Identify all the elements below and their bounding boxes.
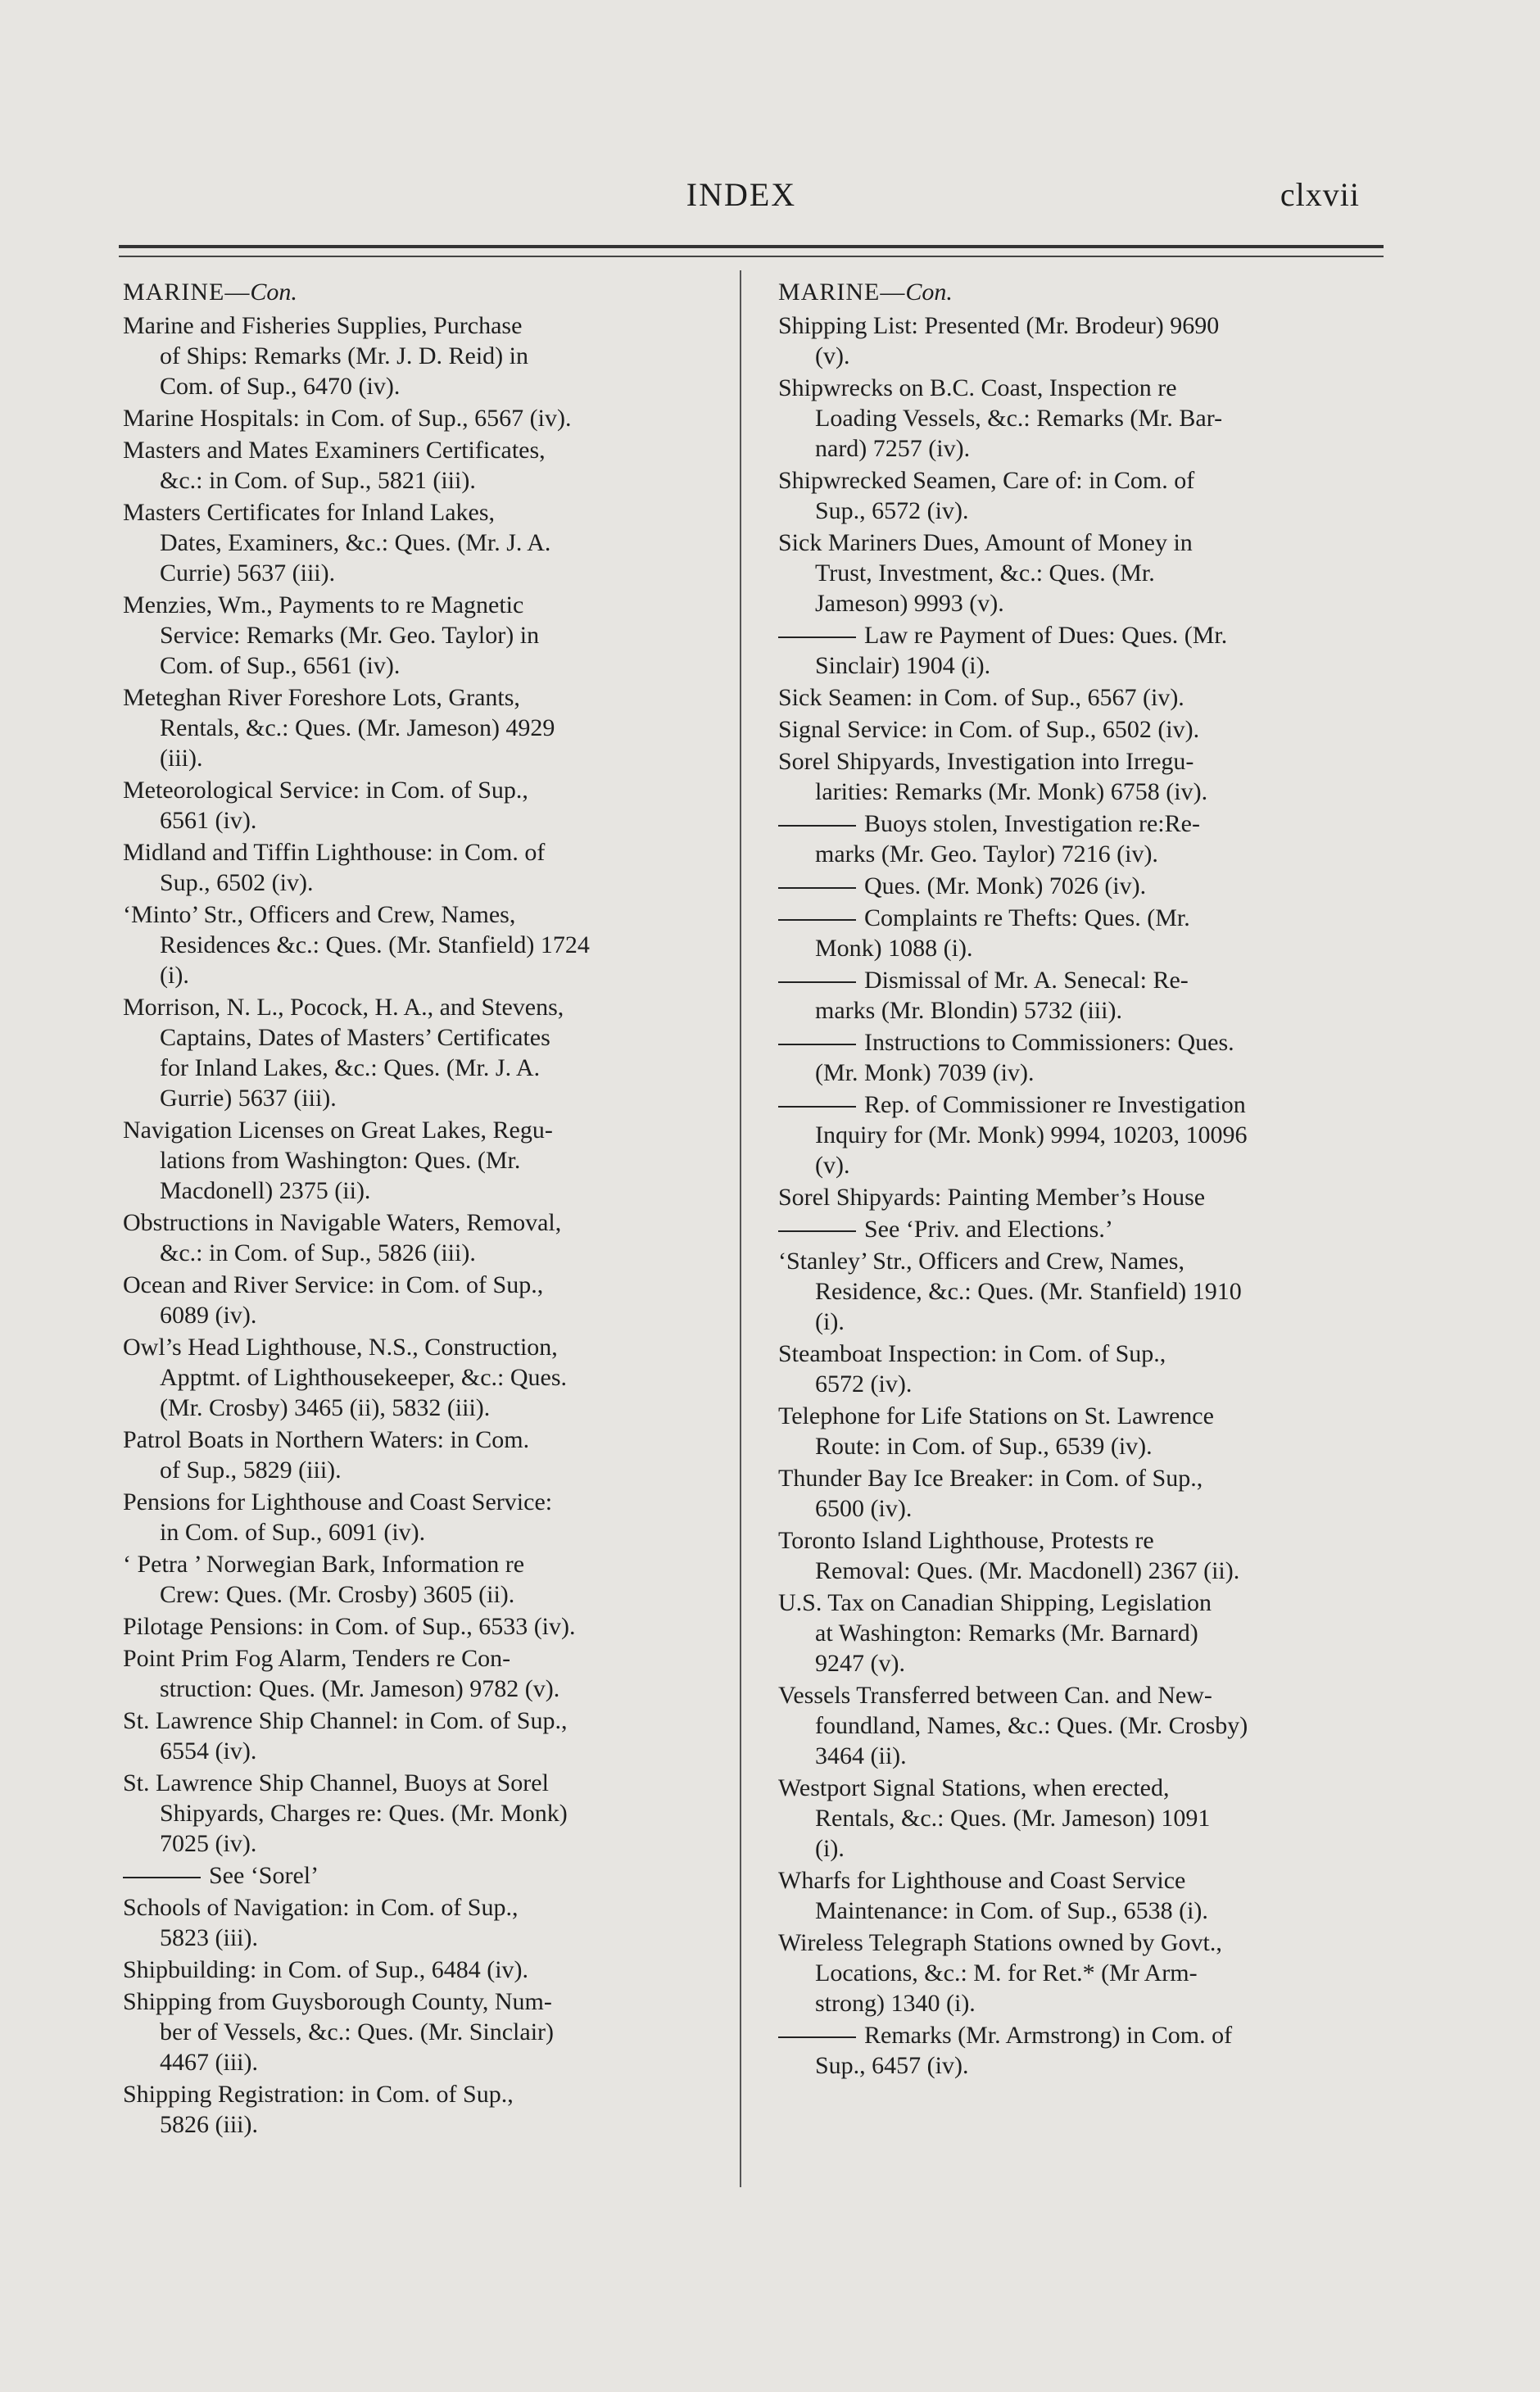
ditto-dash [778,887,856,889]
index-entry-line: Westport Signal Stations, when erected, [778,1774,1170,1801]
index-entry [123,1987,729,2077]
index-entry-line: Signal Service: in Com. of Sup., 6502 (iv). [778,716,1200,743]
index-entry-line: Telephone for Life Stations on St. Lawrence [778,1402,1214,1429]
index-entry-line: Vessels Transferred between Can. and New- [778,1682,1212,1709]
index-entry-line: Shipping Registration: in Com. of Sup., [123,2081,514,2108]
page-title: INDEX [686,176,797,213]
index-entry-line: Captains, Dates of Masters’ Certificates [160,1024,550,1051]
index-entry-line: 6554 (iv). [160,1737,257,1765]
index-entry [123,310,729,401]
right-heading-text: MARINE [778,279,881,306]
index-entry-line: St. Lawrence Ship Channel: in Com. of Sup., [123,1707,568,1734]
index-entry-line: Masters and Mates Examiners Certificates, [123,437,546,464]
index-entry [778,1928,1380,2018]
index-entry-line: Monk) 1088 (i). [815,935,973,962]
right-column-heading: MARINE—Con. [778,279,953,306]
index-entry-line: Inquiry for (Mr. Monk) 9994, 10203, 10096 [815,1121,1248,1148]
index-entry [123,775,729,836]
index-entry-line: Remarks (Mr. Armstrong) in Com. of [778,2020,1380,2050]
index-entry-line: Pilotage Pensions: in Com. of Sup., 6533 (iv). [123,1613,576,1640]
index-entry-line: Menzies, Wm., Payments to re Magnetic [123,591,524,618]
index-entry [778,1865,1380,1926]
index-entry [778,1339,1380,1399]
index-entry [123,837,729,898]
left-column-heading: MARINE—Con. [123,279,297,306]
index-entry [123,1892,729,1953]
index-entry-line: Shipwrecks on B.C. Coast, Inspection re [778,374,1177,401]
index-entry-line: 5823 (iii). [160,1924,258,1951]
index-entry [778,1401,1380,1461]
index-entry-line: Masters Certificates for Inland Lakes, [123,499,495,526]
index-entry-line: Patrol Boats in Northern Waters: in Com. [123,1426,530,1453]
index-entry-line: (Mr. Crosby) 3465 (ii), 5832 (iii). [160,1394,491,1421]
index-entry [123,2079,729,2140]
index-entry [778,528,1380,618]
index-entry-line: Wharfs for Lighthouse and Coast Service [778,1867,1186,1894]
index-entry [123,682,729,773]
index-entry-line: struction: Ques. (Mr. Jameson) 9782 (v). [160,1675,560,1702]
index-entry [778,373,1380,464]
index-entry-line: Thunder Bay Ice Breaker: in Com. of Sup., [778,1465,1203,1492]
index-entry [778,714,1380,745]
index-entry-line: &c.: in Com. of Sup., 5826 (iii). [160,1239,476,1266]
index-entry-line: 5826 (iii). [160,2111,258,2138]
index-entry-line: (v). [815,1152,850,1179]
index-entry-line: U.S. Tax on Canadian Shipping, Legislation [778,1589,1212,1616]
index-entry [778,871,1380,901]
index-entry [778,1027,1380,1088]
index-entry-line: Buoys stolen, Investigation re:Re- [778,809,1380,839]
index-entry-line: (Mr. Monk) 7039 (iv). [815,1059,1035,1086]
index-entry-line: 9247 (v). [815,1650,905,1677]
index-entry-line: (i). [815,1835,845,1862]
index-entry-line: ‘Minto’ Str., Officers and Crew, Names, [123,901,516,928]
index-entry [123,1487,729,1547]
index-entry-line: Dates, Examiners, &c.: Ques. (Mr. J. A. [160,529,551,556]
index-entry-line: Trust, Investment, &c.: Ques. (Mr. [815,559,1155,587]
index-entry-line: Sinclair) 1904 (i). [815,652,991,679]
index-entry-line: foundland, Names, &c.: Ques. (Mr. Crosby) [815,1712,1248,1739]
index-entry-line: Dismissal of Mr. A. Senecal: Re- [778,965,1380,995]
index-entry-line: ‘ Petra ’ Norwegian Bark, Information re [123,1551,525,1578]
index-entry [123,1207,729,1268]
index-entry-line: Steamboat Inspection: in Com. of Sup., [778,1340,1166,1367]
index-entry-line: Meteghan River Foreshore Lots, Grants, [123,684,520,711]
index-entry-line: Shipwrecked Seamen, Care of: in Com. of [778,467,1195,494]
ditto-dash [778,2036,856,2038]
ditto-dash [778,919,856,921]
index-entry-line: Owl’s Head Lighthouse, N.S., Construction, [123,1334,558,1361]
index-entry [123,1955,729,1985]
index-entry [123,1270,729,1330]
index-entry-line: Com. of Sup., 6470 (iv). [160,373,401,400]
index-entry [778,1246,1380,1337]
index-entry-line: Ocean and River Service: in Com. of Sup., [123,1271,544,1298]
index-entry [123,403,729,433]
index-entry-line: of Sup., 5829 (iii). [160,1456,342,1484]
index-entry-line: Service: Remarks (Mr. Geo. Taylor) in [160,622,540,649]
index-entry-line: ber of Vessels, &c.: Ques. (Mr. Sinclair) [160,2018,555,2045]
index-entry [123,1860,729,1891]
index-entry-line: Route: in Com. of Sup., 6539 (iv). [815,1433,1153,1460]
index-entry-line: (i). [815,1308,845,1335]
index-entry-line: Marine Hospitals: in Com. of Sup., 6567 (iv). [123,405,572,432]
ditto-dash [778,637,856,638]
index-entry-line: Locations, &c.: M. for Ret.* (Mr Arm- [815,1959,1198,1987]
index-entry-line: (i). [160,962,189,989]
index-entry [778,746,1380,807]
index-entry-line: Point Prim Fog Alarm, Tenders re Con- [123,1645,511,1672]
header-rule-thick [119,245,1384,248]
index-entry [778,1214,1380,1244]
index-entry-line: marks (Mr. Geo. Taylor) 7216 (iv). [815,840,1158,868]
index-entry [778,1680,1380,1771]
index-entry-line: Ques. (Mr. Monk) 7026 (iv). [778,871,1380,901]
right-entries [778,310,1380,2081]
left-heading-suffix: Con. [250,279,297,306]
index-entry-line: of Ships: Remarks (Mr. J. D. Reid) in [160,342,528,369]
index-entry-line: 3464 (ii). [815,1742,907,1769]
index-entry-line: 4467 (iii). [160,2049,258,2076]
index-entry [778,903,1380,963]
index-entry [778,1463,1380,1524]
index-entry-line: St. Lawrence Ship Channel, Buoys at Sorel [123,1769,549,1796]
index-entry-line: 6500 (iv). [815,1495,913,1522]
left-column [123,277,729,2141]
index-entry-line: Instructions to Commissioners: Ques. [778,1027,1380,1058]
right-column [778,277,1380,2082]
index-entry-line: &c.: in Com. of Sup., 5821 (iii). [160,467,476,494]
index-entry-line: Residence, &c.: Ques. (Mr. Stanfield) 1910 [815,1278,1242,1305]
index-entry-line: 7025 (iv). [160,1830,257,1857]
index-entry-line: Sorel Shipyards: Painting Member’s House [778,1184,1206,1211]
index-entry [123,1425,729,1485]
index-entry-line: Jameson) 9993 (v). [815,590,1004,617]
index-entry-line: Shipping List: Presented (Mr. Brodeur) 9690 [778,312,1220,339]
index-entry-line: Midland and Tiffin Lighthouse: in Com. of [123,839,546,866]
index-entry-line: nard) 7257 (iv). [815,435,971,462]
index-entry-line: Wireless Telegraph Stations owned by Govt., [778,1929,1222,1956]
index-entry-line: Maintenance: in Com. of Sup., 6538 (i). [815,1897,1208,1924]
index-entry-line: See ‘Sorel’ [123,1860,729,1891]
ditto-dash [123,1877,201,1878]
index-entry [778,1773,1380,1864]
index-entry-line: ‘Stanley’ Str., Officers and Crew, Names, [778,1248,1184,1275]
left-heading-text: MARINE [123,279,225,306]
index-entry [778,965,1380,1026]
index-entry [123,1643,729,1704]
index-entry-line: Shipbuilding: in Com. of Sup., 6484 (iv). [123,1956,529,1983]
index-entry-line: 6572 (iv). [815,1370,913,1398]
index-entry-line: Morrison, N. L., Pocock, H. A., and Stevens, [123,994,564,1021]
index-entry-line: 6561 (iv). [160,807,257,834]
index-entry [123,1332,729,1423]
index-entry-line: Crew: Ques. (Mr. Crosby) 3605 (ii). [160,1581,515,1608]
index-entry-line: Obstructions in Navigable Waters, Removal, [123,1209,562,1236]
column-divider [740,270,741,2187]
index-entry-line: Law re Payment of Dues: Ques. (Mr. [778,620,1380,650]
index-entry-line: Sup., 6572 (iv). [815,497,969,524]
index-entry [123,590,729,681]
ditto-dash [778,825,856,827]
index-entry-line: Rentals, &c.: Ques. (Mr. Jameson) 4929 [160,714,555,741]
index-entry-line: Currie) 5637 (iii). [160,559,336,587]
index-entry-line: Marine and Fisheries Supplies, Purchase [123,312,523,339]
index-entry-line: 6089 (iv). [160,1302,257,1329]
index-entry [778,1182,1380,1212]
index-entry [778,1588,1380,1678]
index-entry [778,310,1380,371]
index-entry [778,1525,1380,1586]
ditto-dash [778,1044,856,1045]
ditto-dash [778,981,856,983]
index-entry [123,1706,729,1766]
ditto-dash [778,1106,856,1108]
index-entry [123,1115,729,1206]
index-entry-line: Apptmt. of Lighthousekeeper, &c.: Ques. [160,1364,568,1391]
ditto-dash [778,1230,856,1232]
index-entry-line: Com. of Sup., 6561 (iv). [160,652,401,679]
index-entry [123,992,729,1113]
index-entry [123,435,729,496]
index-entry-line: Removal: Ques. (Mr. Macdonell) 2367 (ii). [815,1557,1240,1584]
index-entry-line: Sorel Shipyards, Investigation into Irregu- [778,748,1194,775]
header-rule-thin [119,256,1384,257]
index-entry [123,899,729,990]
index-entry-line: Sup., 6457 (iv). [815,2052,969,2079]
index-entry [778,620,1380,681]
index-entry [123,1611,729,1642]
index-entry [123,1768,729,1859]
index-entry-line: Schools of Navigation: in Com. of Sup., [123,1894,519,1921]
page-number: clxvii [1280,176,1360,213]
index-entry-line: Residences &c.: Ques. (Mr. Stanfield) 1724 [160,931,590,958]
right-heading-suffix: Con. [905,279,953,306]
left-entries [123,310,729,2140]
index-entry-line: Sick Seamen: in Com. of Sup., 6567 (iv). [778,684,1184,711]
index-entry-line: Gurrie) 5637 (iii). [160,1085,337,1112]
index-entry-line: marks (Mr. Blondin) 5732 (iii). [815,997,1122,1024]
index-entry-line: for Inland Lakes, &c.: Ques. (Mr. J. A. [160,1054,541,1081]
index-entry [778,2020,1380,2081]
index-entry-line: Toronto Island Lighthouse, Protests re [778,1527,1154,1554]
index-entry-line: (v). [815,342,850,369]
index-entry [778,682,1380,713]
index-entry [123,497,729,588]
index-entry-line: larities: Remarks (Mr. Monk) 6758 (iv). [815,778,1208,805]
index-entry-line: Rentals, &c.: Ques. (Mr. Jameson) 1091 [815,1805,1211,1832]
index-entry-line: See ‘Priv. and Elections.’ [778,1214,1380,1244]
index-entry-line: strong) 1340 (i). [815,1990,976,2017]
index-entry-line: Sup., 6502 (iv). [160,869,314,896]
index-entry-line: Complaints re Thefts: Ques. (Mr. [778,903,1380,933]
index-entry-line: at Washington: Remarks (Mr. Barnard) [815,1620,1198,1647]
index-entry-line: in Com. of Sup., 6091 (iv). [160,1519,426,1546]
index-entry-line: Loading Vessels, &c.: Remarks (Mr. Bar- [815,405,1223,432]
index-entry-line: Shipyards, Charges re: Ques. (Mr. Monk) [160,1800,568,1827]
index-entry [778,465,1380,526]
index-entry-line: Sick Mariners Dues, Amount of Money in [778,529,1193,556]
index-entry-line: Macdonell) 2375 (ii). [160,1177,371,1204]
index-entry [123,1549,729,1610]
index-entry-line: Pensions for Lighthouse and Coast Service: [123,1488,553,1515]
index-entry-line: Shipping from Guysborough County, Num- [123,1988,552,2015]
index-entry [778,809,1380,869]
index-entry [778,1090,1380,1180]
index-entry-line: (iii). [160,745,203,772]
index-entry-line: Meteorological Service: in Com. of Sup., [123,777,528,804]
index-entry-line: Rep. of Commissioner re Investigation [778,1090,1380,1120]
index-entry-line: lations from Washington: Ques. (Mr. [160,1147,521,1174]
index-entry-line: Navigation Licenses on Great Lakes, Regu- [123,1117,553,1144]
